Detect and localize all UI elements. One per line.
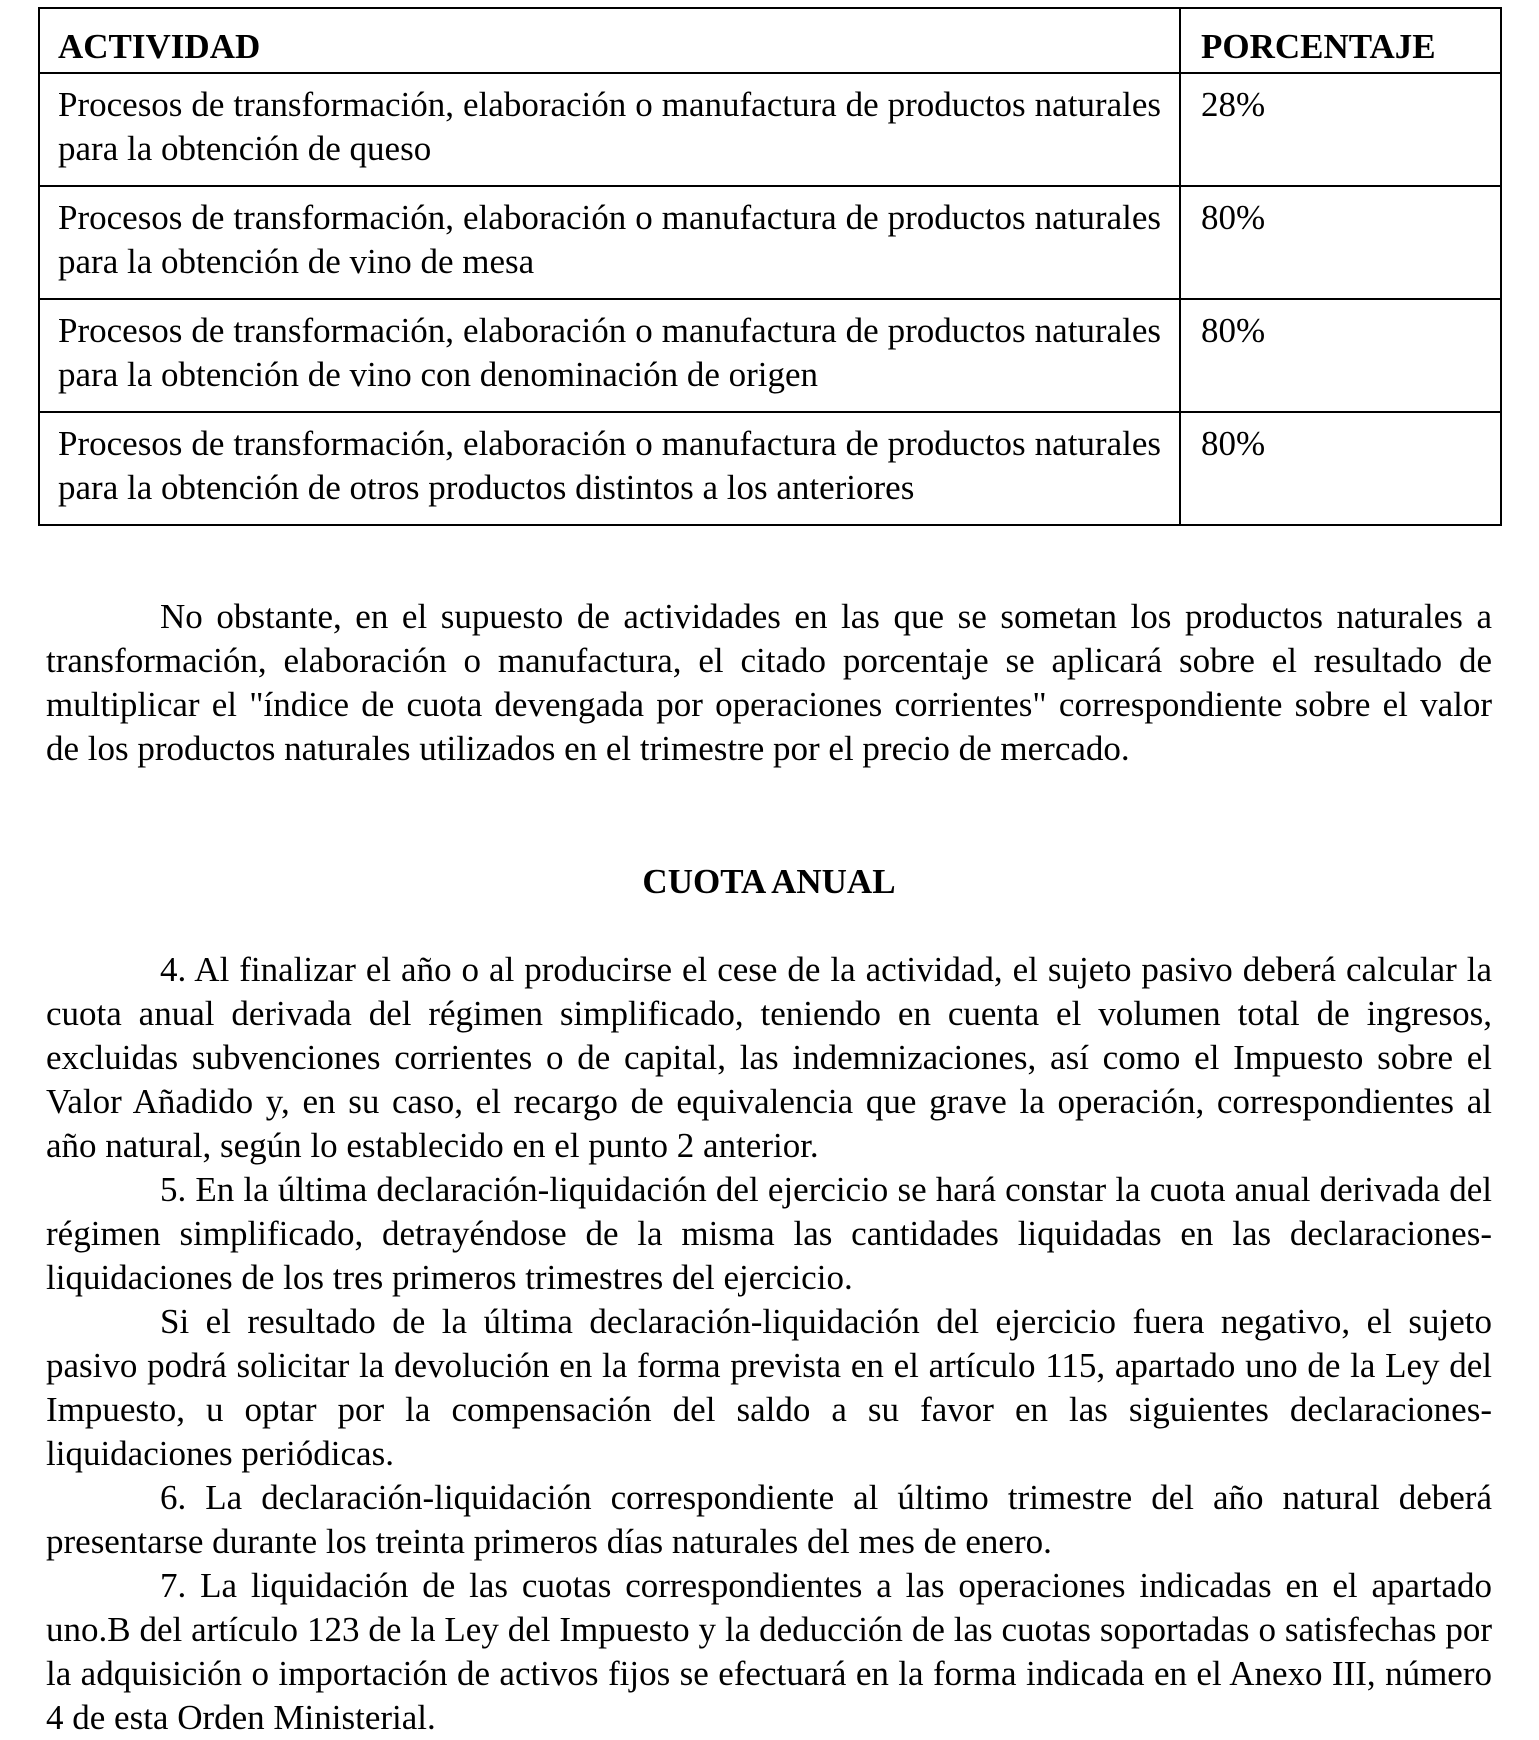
intro-paragraph: No obstante, en el supuesto de actividades en las que se sometan los productos naturales a transformación, elaboración o manufactura, el citado porcentaje se aplicará sobre el resultado de multiplicar el "índice de cuota devengada por operaciones corrientes" correspondiente sobre el valor de los productos naturales utilizados en el trimestre por el precio de mercado. <box>46 597 1492 768</box>
paragraph-6: 6. La declaración-liquidación correspondiente al último trimestre del año natural deberá presentarse durante los treinta primeros días naturales del mes de enero. <box>46 1478 1492 1561</box>
activity-cell: Procesos de transformación, elaboración o manufactura de productos naturales para la obtención de vino de mesa <box>39 186 1180 299</box>
percentage-cell: 80% <box>1180 299 1501 412</box>
table-header-row <box>39 8 1501 73</box>
paragraph-7: 7. La liquidación de las cuotas correspondientes a las operaciones indicadas en el apartado uno.B del artículo 123 de la Ley del Impuesto y la deducción de las cuotas soportadas o satisfechas por la adquisición o importación de activos fijos se efectuará en la forma indicada en el Anexo III, número 4 de esta Orden Ministerial. <box>46 1566 1492 1737</box>
paragraph-4: 4. Al finalizar el año o al producirse el cese de la actividad, el sujeto pasivo deberá calcular la cuota anual derivada del régimen simplificado, teniendo en cuenta el volumen total de ingresos, excluidas subvenciones corrientes o de capital, las indemnizaciones, así como el Impuesto sobre el Valor Añadido y, en su caso, el recargo de equivalencia que grave la operación, correspondientes al año natural, según lo establecido en el punto 2 anterior. <box>46 950 1492 1165</box>
percentage-cell: 28% <box>1180 73 1501 186</box>
activity-percentage-table <box>38 7 1502 526</box>
table-row <box>39 73 1501 186</box>
table-row <box>39 412 1501 525</box>
activity-cell: Procesos de transformación, elaboración o manufactura de productos naturales para la obtención de vino con denominación de origen <box>39 299 1180 412</box>
paragraph-5: 5. En la última declaración-liquidación del ejercicio se hará constar la cuota anual derivada del régimen simplificado, detrayéndose de la misma las cantidades liquidadas en las declaraciones-liquidaciones de los tres primeros trimestres del ejercicio. <box>46 1170 1492 1297</box>
activity-cell: Procesos de transformación, elaboración o manufactura de productos naturales para la obtención de otros productos distintos a los anteriores <box>39 412 1180 525</box>
percentage-cell: 80% <box>1180 186 1501 299</box>
paragraph-negative-result: Si el resultado de la última declaración-liquidación del ejercicio fuera negativo, el sujeto pasivo podrá solicitar la devolución en la forma prevista en el artículo 115, apartado uno de la Ley del Impuesto, u optar por la compensación del saldo a su favor en las siguientes declaraciones-liquidaciones periódicas. <box>46 1302 1492 1473</box>
percentage-cell: 80% <box>1180 412 1501 525</box>
section-heading: CUOTA ANUAL <box>642 862 896 901</box>
activity-cell: Procesos de transformación, elaboración o manufactura de productos naturales para la obtención de queso <box>39 73 1180 186</box>
cuota-anual-section <box>46 948 1492 1740</box>
intro-section <box>46 595 1492 771</box>
table-row <box>39 186 1501 299</box>
activity-column-header: ACTIVIDAD <box>39 8 1180 73</box>
percentage-column-header: PORCENTAJE <box>1180 8 1501 73</box>
table-row <box>39 299 1501 412</box>
